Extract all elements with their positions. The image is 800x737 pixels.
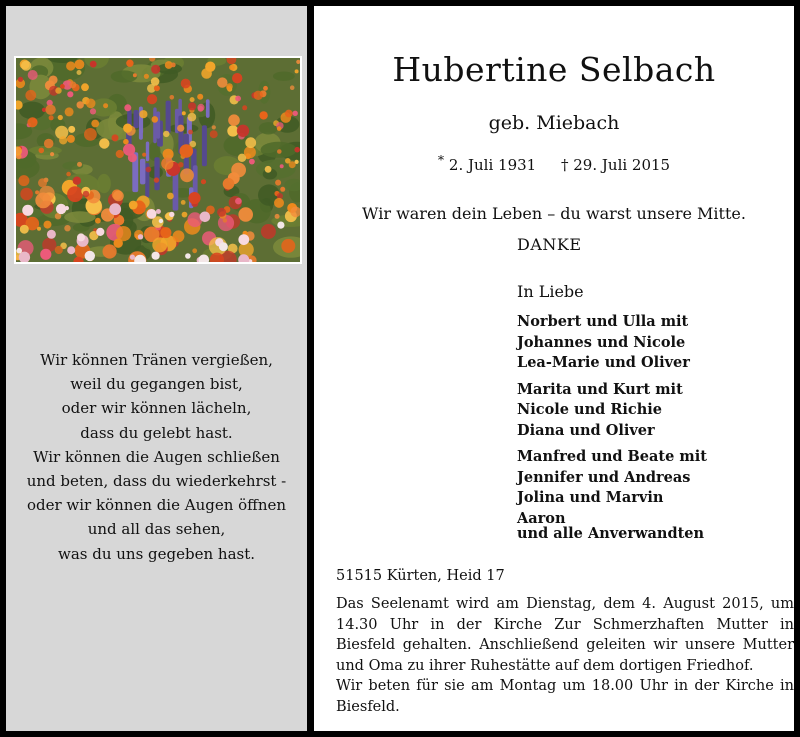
left-panel <box>6 6 307 731</box>
birth-date-group <box>437 152 537 174</box>
mourner-line: Aaron <box>517 509 566 527</box>
flower-photo <box>14 56 302 264</box>
poem <box>6 348 307 566</box>
mourner-line: Diana und Oliver <box>517 421 655 439</box>
mourner-group <box>517 312 707 374</box>
mourner-line: Manfred und Beate mit <box>517 448 707 465</box>
poem-line: und beten, dass du wiederkehrst - <box>26 472 287 491</box>
mourner-line: Jolina und Marvin <box>517 489 664 506</box>
service-notice <box>336 594 794 717</box>
mourner-group <box>517 447 707 529</box>
in-love-label: In Liebe <box>517 282 584 301</box>
cross-icon: † <box>560 156 569 174</box>
mourners-list <box>517 312 707 535</box>
mourner-line: Norbert und Ulla mit <box>517 313 689 330</box>
life-dates <box>314 152 794 174</box>
address: 51515 Kürten, Heid 17 <box>336 568 505 584</box>
flower-field-image <box>16 58 300 262</box>
requiem-text: Das Seelenamt wird am Dienstag, dem 4. August 2015, um 14.30 Uhr in der Kirche Zur Schmerzhaften Mutter in Biesfeld gehalten. Anschließend geleiten wir unsere Mutter und Oma zu ihrer Ruhestätte auf dem dortigen Friedhof. <box>336 596 794 674</box>
mourner-line: Nicole und Richie <box>517 401 662 418</box>
death-date-group <box>561 156 670 174</box>
mourner-line: Lea-Marie und Oliver <box>517 354 690 371</box>
mourner-line: Johannes und Nicole <box>517 333 686 351</box>
poem-line: oder wir können lächeln, <box>61 399 252 418</box>
poem-line: dass du gelebt hast. <box>80 423 233 442</box>
poem-line: was du uns gegeben hast. <box>57 544 256 563</box>
death-date: 29. Juli 2015 <box>573 156 671 174</box>
poem-line: oder wir können die Augen öffnen <box>26 496 287 515</box>
birth-name: geb. Miebach <box>488 112 620 134</box>
motto: Wir waren dein Leben – du warst unsere Mitte. <box>362 204 746 223</box>
poem-line: Wir können die Augen schließen <box>33 447 280 466</box>
poem-line: weil du gegangen bist, <box>70 375 243 394</box>
birth-date: 2. Juli 1931 <box>448 156 537 174</box>
deceased-name: Hubertine Selbach <box>392 50 716 89</box>
obituary-panel <box>314 6 794 731</box>
poem-line: Wir können Tränen vergießen, <box>40 351 273 369</box>
mourner-group <box>517 380 707 442</box>
prayer-text: Wir beten für sie am Montag um 18.00 Uhr in der Kirche in Biesfeld. <box>336 678 794 715</box>
mourner-line: Marita und Kurt mit <box>517 380 683 398</box>
poem-line: und all das sehen, <box>87 520 226 539</box>
thanks-heading: DANKE <box>517 235 582 254</box>
birth-star-icon: * <box>437 152 445 167</box>
mourner-line: Jennifer und Andreas <box>517 468 691 486</box>
relatives-line: und alle Anverwandten <box>517 525 705 542</box>
